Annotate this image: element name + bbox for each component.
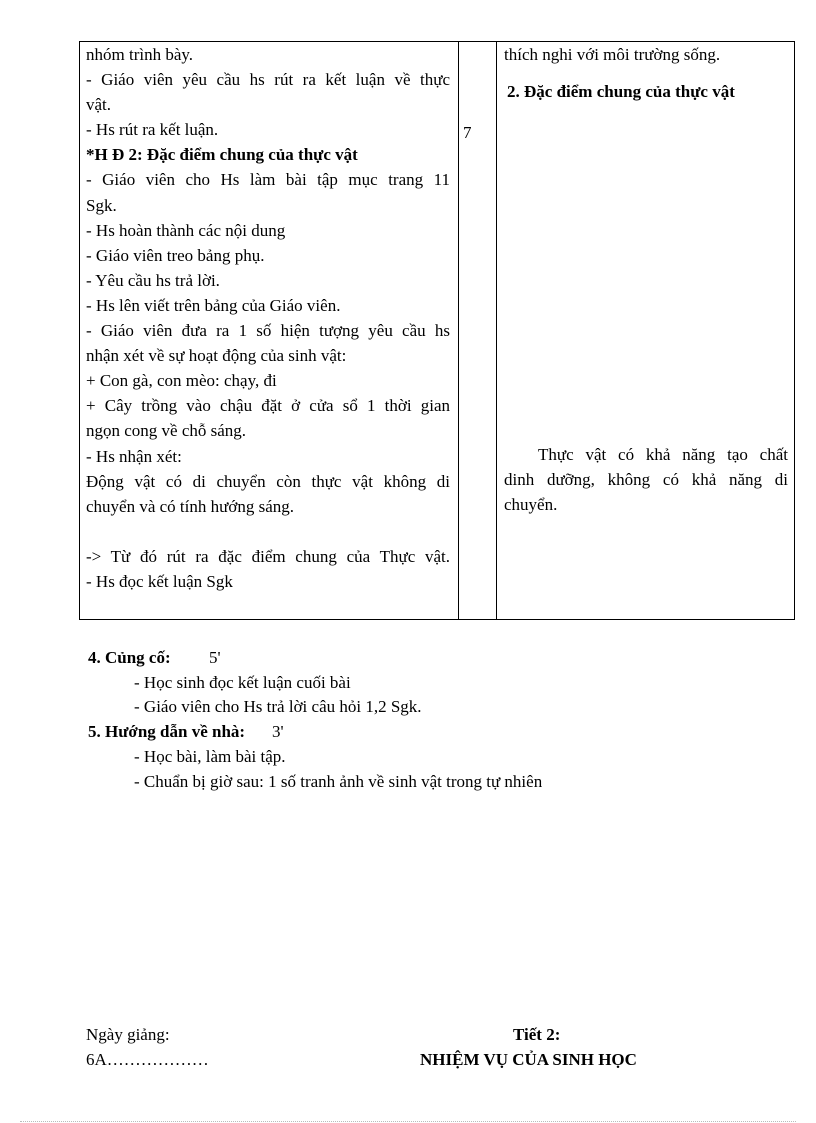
content-column xyxy=(504,42,789,515)
activity-line: - Giáo viên đưa ra 1 số hiện tượng yêu cầu hs xyxy=(86,321,450,341)
activity-line: - Giáo viên yêu cầu hs rút ra kết luận về thực xyxy=(86,70,450,90)
date-label: Ngày giảng: xyxy=(86,1025,170,1044)
activity-line: ngọn cong về chỗ sáng. xyxy=(86,421,247,441)
conclusion-line: chuyển. xyxy=(504,495,558,515)
activity-line: - Hs đọc kết luận Sgk xyxy=(86,571,233,591)
activity-line xyxy=(86,519,450,544)
activity-line: - Yêu cầu hs trả lời. xyxy=(86,270,220,290)
activity-line: -> Từ đó rút ra đặc điểm chung của Thực vật. xyxy=(86,546,450,566)
right-heading: 2. Đặc điểm chung của thực vật xyxy=(507,82,735,102)
activity-line: + Cây trồng vào chậu đặt ở cửa sổ 1 thời gian xyxy=(86,396,450,416)
section-5-time: 3' xyxy=(272,722,284,741)
time-value: 7 xyxy=(463,123,472,142)
activity-line: nhóm trình bày. xyxy=(86,45,194,64)
section-5-title: 5. Hướng dẫn về nhà: xyxy=(88,722,246,741)
time-cell xyxy=(463,120,493,145)
activity-line: Sgk. xyxy=(86,195,117,215)
conclusion-line: dinh dưỡng, không có khả năng di xyxy=(504,470,788,490)
section-5-item: - Học bài, làm bài tập. xyxy=(134,747,286,766)
activity-line: + Con gà, con mèo: chạy, đi xyxy=(86,371,277,391)
right-top-line: thích nghi với môi trường sống. xyxy=(504,45,721,64)
section-4-item: - Giáo viên cho Hs trả lời câu hỏi 1,2 Sgk. xyxy=(134,697,422,716)
lesson-number: Tiết 2: xyxy=(513,1025,561,1044)
activity-line: - Giáo viên treo bảng phụ. xyxy=(86,245,265,265)
column-divider xyxy=(458,42,459,619)
activity-line: vật. xyxy=(86,95,112,115)
page-bottom-edge xyxy=(20,1121,796,1122)
activity-line: Động vật có di chuyển còn thực vật không di xyxy=(86,471,450,491)
activity-line: nhận xét về sự hoạt động của sinh vật: xyxy=(86,346,347,366)
section-4-title: 4. Củng cố: xyxy=(88,648,171,667)
activity-line: - Hs hoàn thành các nội dung xyxy=(86,220,286,240)
section-4-time: 5' xyxy=(209,648,221,667)
activity-line: - Hs lên viết trên bảng của Giáo viên. xyxy=(86,295,341,315)
activity-line: - Hs rút ra kết luận. xyxy=(86,120,219,140)
right-conclusion xyxy=(504,442,788,517)
activity-line: - Giáo viên cho Hs làm bài tập mục trang 11 xyxy=(86,170,450,190)
activity-line: chuyển và có tính hướng sáng. xyxy=(86,496,294,516)
column-divider xyxy=(496,42,497,619)
section-5-item: - Chuẩn bị giờ sau: 1 số tranh ảnh về sinh vật trong tự nhiên xyxy=(134,772,543,791)
conclusion-line: Thực vật có khả năng tạo chất xyxy=(538,445,788,464)
section-4-item: - Học sinh đọc kết luận cuối bài xyxy=(134,673,351,692)
lesson-title: NHIỆM VỤ CỦA SINH HỌC xyxy=(420,1050,637,1069)
lesson-table xyxy=(79,41,795,620)
class-label: 6A……………… xyxy=(86,1050,209,1069)
teacher-student-activities xyxy=(86,42,450,594)
activity-line: - Hs nhận xét: xyxy=(86,446,182,466)
activity-line: *H Đ 2: Đặc điểm chung của thực vật xyxy=(86,145,358,165)
